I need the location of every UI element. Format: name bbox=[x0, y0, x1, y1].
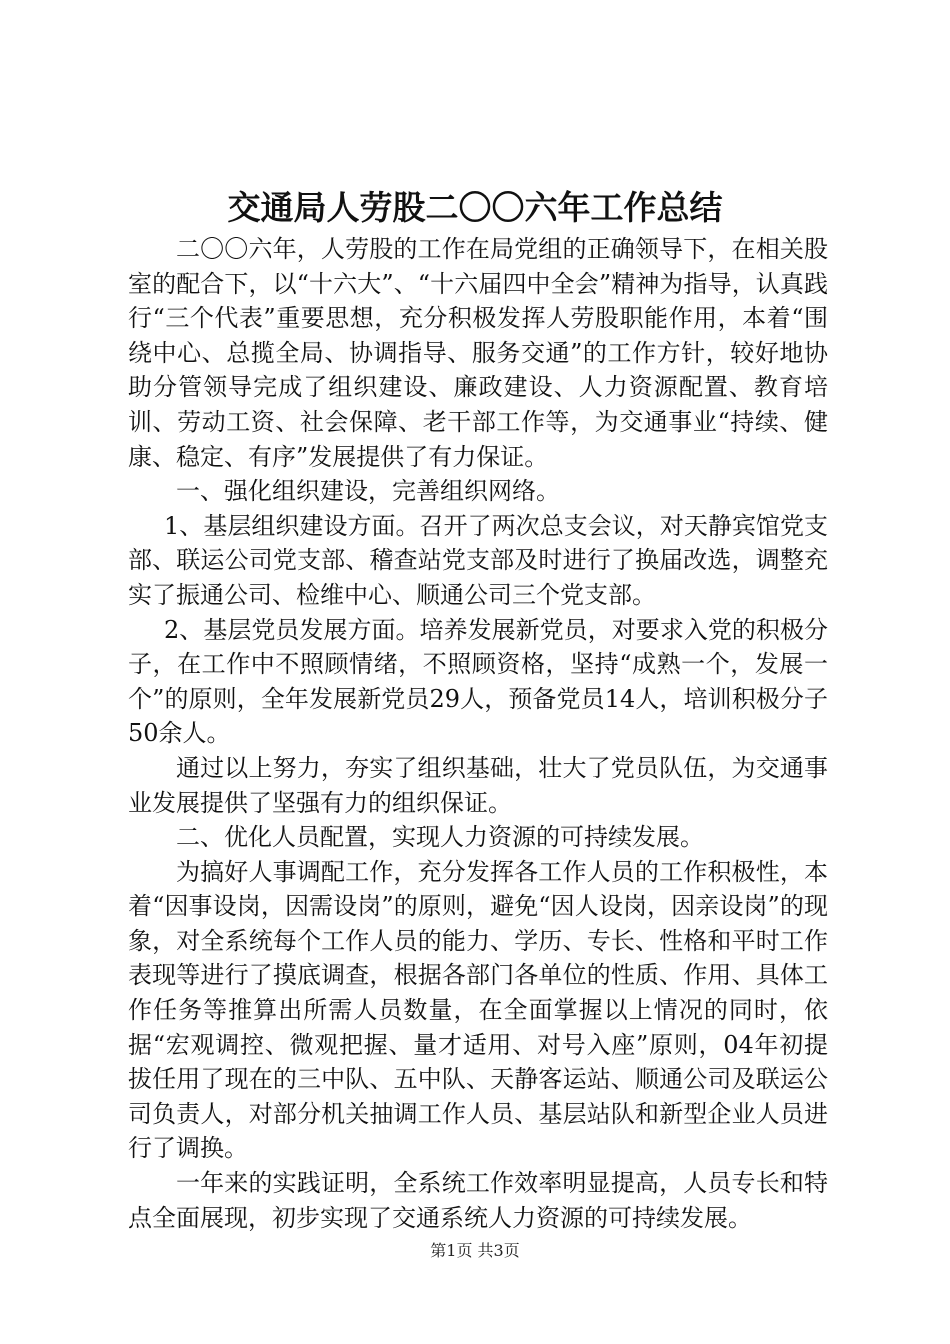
intro-paragraph: 二〇〇六年，人劳股的工作在局党组的正确领导下，在相关股室的配合下，以“十六大”、“十六届四中全会”精神为指导，认真践行“三个代表”重要思想，充分积极发挥人劳股职能作用，本着“围绕中心、总揽全局、协调指导、服务交通”的工作方针，较好地协助分管领导完成了组织建设、廉政建设、人力资源配置、教育培训、劳动工资、社会保障、老干部工作等，为交通事业“持续、健康、稳定、有序”发展提供了有力保证。 bbox=[128, 235, 828, 471]
summary-paragraph-1: 通过以上努力，夯实了组织基础，壮大了党员队伍，为交通事业发展提供了坚强有力的组织保证。 bbox=[128, 753, 828, 817]
staffing-paragraph: 为搞好人事调配工作，充分发挥各工作人员的工作积极性，本着“因事设岗，因需设岗”的原则，避免“因人设岗，因亲设岗”的现象，对全系统每个工作人员的能力、学历、专长、性格和平时工作表现等进行了摸底调查，根据各部门各单位的性质、作用、具体工作任务等推算出所需人员数量，在全面掌握以上情况的同时，依据“宏观调控、微观把握、量才适用、对号入座”原则，04年初提拔任用了现在的三中队、五中队、天静客运站、顺通公司及联运公司负责人，对部分机关抽调工作人员、基层站队和新型企业人员进行了调换。 bbox=[128, 857, 828, 1163]
section-heading-2: 二、优化人员配置，实现人力资源的可持续发展。 bbox=[176, 823, 704, 852]
document-title: 交通局人劳股二〇〇六年工作总结 bbox=[227, 188, 723, 227]
list-item-1: 1、基层组织建设方面。召开了两次总支会议，对天静宾馆党支部、联运公司党支部、稽查站党支部及时进行了换届改选，调整充实了振通公司、检维中心、顺通公司三个党支部。 bbox=[128, 511, 828, 609]
section-heading-1: 一、强化组织建设，完善组织网络。 bbox=[176, 477, 560, 506]
document-body bbox=[128, 232, 828, 1235]
list-item-2: 2、基层党员发展方面。培养发展新党员，对要求入党的积极分子，在工作中不照顾情绪，不照顾资格，坚持“成熟一个，发展一个”的原则，全年发展新党员29人，预备党员14人，培训积极分子50余人。 bbox=[128, 615, 828, 748]
summary-paragraph-2: 一年来的实践证明，全系统工作效率明显提高，人员专长和特点全面展现，初步实现了交通系统人力资源的可持续发展。 bbox=[128, 1169, 828, 1232]
page-footer: 第1页 共3页 bbox=[430, 1241, 520, 1260]
